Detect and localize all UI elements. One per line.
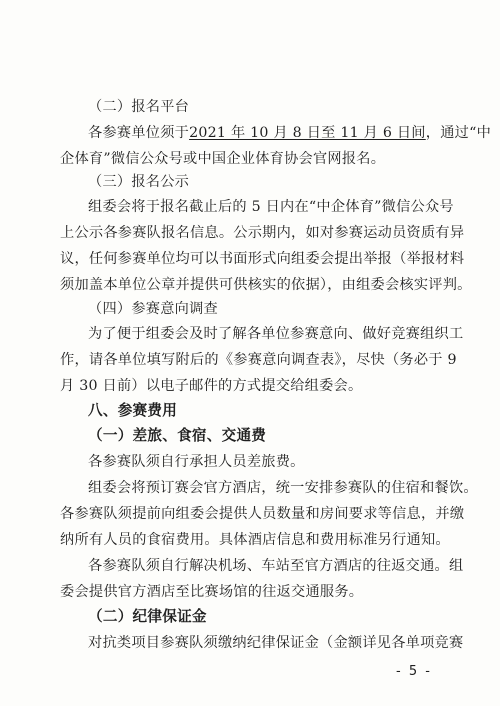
registration-dates: 2021 年 10 月 8 日至 11 月 6 日间: [189, 125, 426, 141]
survey-line-3: 月 30 日前）以电子邮件的方式提交给组委会。: [60, 378, 363, 394]
publicity-line-1: 组委会将于报名截止后的 5 日内在“中企体育”微信公众号: [88, 199, 454, 215]
publicity-line-3: 议，任何参赛单位均可以书面形式向组委会提出举报（举报材料: [60, 251, 465, 267]
registration-text-post: ，通过“中: [425, 125, 492, 141]
publicity-line-2: 上公示各参赛队报名信息。公示期内，如对参赛运动员资质有异: [60, 225, 465, 241]
registration-text-pre: 各参赛单位须于: [88, 125, 190, 141]
heading-publicity: （三）报名公示: [88, 174, 190, 190]
travel-line-5: 各参赛队须自行解决机场、车站至官方酒店的往返交通。组: [88, 558, 464, 574]
survey-line-2: 作，请各单位填写附后的《参赛意向调查表》，尽快（务必于 9: [60, 352, 457, 368]
travel-line-2: 组委会将预订赛会官方酒店，统一安排参赛队的住宿和餐饮。: [88, 480, 478, 496]
deposit-line-1: 对抗类项目参赛队须缴纳纪律保证金（金额详见各单项竞赛: [88, 635, 464, 651]
travel-line-6: 委会提供官方酒店至比赛场馆的往返交通服务。: [60, 584, 364, 600]
heading-registration-platform: （二）报名平台: [88, 99, 190, 115]
paragraph-registration-line-1: [88, 123, 491, 143]
paragraph-registration-line-2: 企体育”微信公众号或中国企业体育协会官网报名。: [60, 151, 386, 167]
heading-survey: （四）参赛意向调查: [88, 301, 218, 317]
travel-line-3: 各参赛队须提前向组委会提供人员数量和房间要求等信息，并缴: [60, 506, 465, 522]
survey-line-1: 为了便于组委会及时了解各单位参赛意向、做好竞赛组织工: [88, 326, 464, 342]
publicity-line-4: 须加盖本单位公章并提供可供核实的依据），由组委会核实评判。: [60, 277, 472, 293]
travel-line-4: 纳所有人员的食宿费用。具体酒店信息和费用标准另行通知。: [60, 532, 450, 548]
heading-discipline-deposit: （二）纪律保证金: [88, 608, 207, 625]
heading-travel-fees: （一）差旅、食宿、交通费: [88, 427, 267, 444]
travel-line-1: 各参赛队须自行承担人员差旅费。: [88, 454, 305, 470]
page-number: - 5 -: [396, 664, 432, 679]
heading-fees: 八、参赛费用: [88, 402, 178, 419]
